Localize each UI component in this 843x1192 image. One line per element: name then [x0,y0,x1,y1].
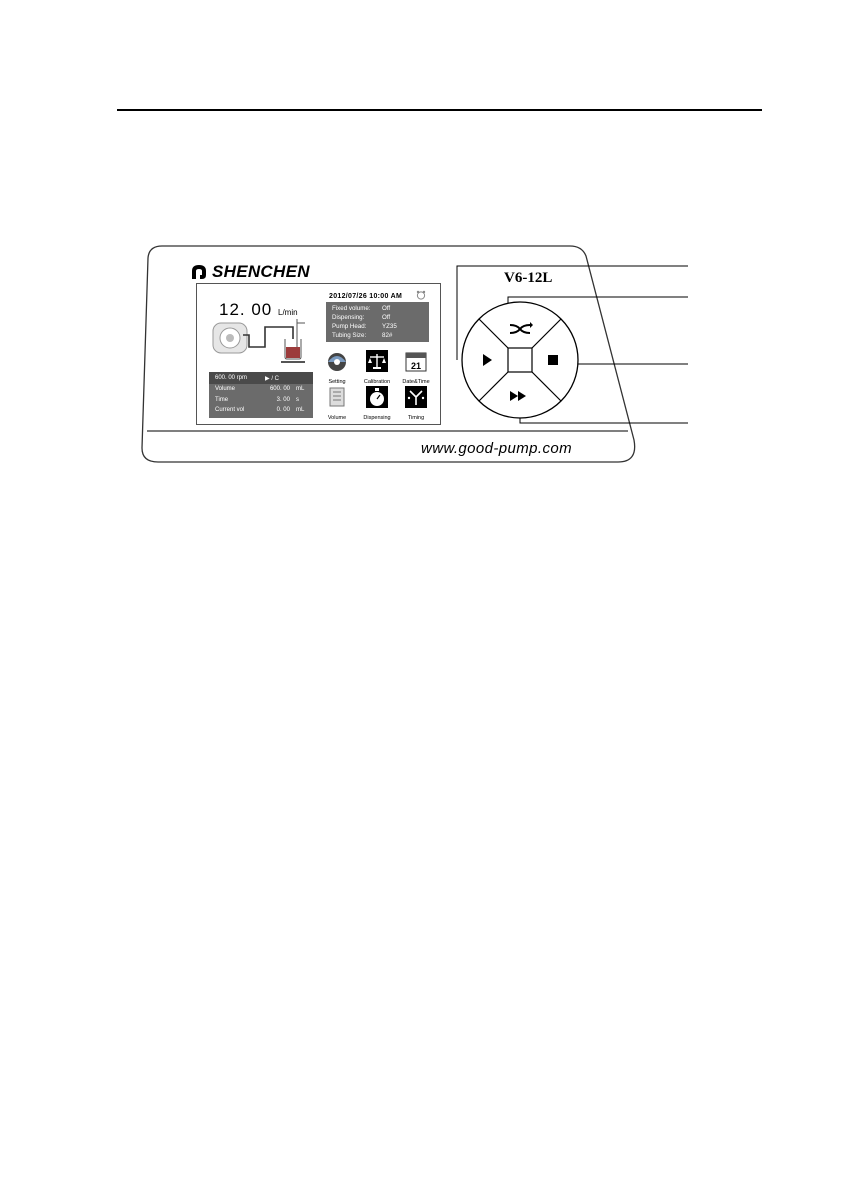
info-value: 82# [382,332,393,339]
info-key: Tubing Size: [332,332,367,339]
menu-label: Date&Time [402,379,430,385]
website-url: www.good-pump.com [421,440,573,457]
stat-value: 600. 00 [269,386,290,393]
model-label: V6-12L [504,270,553,286]
stat-unit: s [296,396,299,403]
flow-rate-value: 12. 00 [219,300,273,319]
center-key[interactable] [508,348,532,372]
info-key: Pump Head: [332,323,367,330]
stat-key: Time [215,396,229,403]
info-key: Dispensing: [332,314,365,321]
datetime-display: 2012/07/26 10:00 AM [329,293,403,300]
stat-unit: mL [296,407,305,414]
menu-label: Timing [407,415,425,421]
speed-value: 600. 00 rpm [215,375,248,381]
stat-key: Current vol [215,407,245,414]
brand-name: SHENCHEN [212,262,310,281]
stat-unit: mL [296,386,305,393]
flow-rate-unit: L/min [278,308,298,317]
stat-value: 0. 00 [276,407,290,414]
menu-label: Setting [328,379,346,385]
run-state-indicator: ▶ / C [265,375,279,382]
calendar-day: 21 [410,361,422,371]
info-value: YZ35 [382,323,397,330]
info-value: Off [382,314,391,321]
info-key: Fixed volume: [332,305,371,312]
stat-value: 3. 00 [276,396,290,403]
stat-key: Volume [215,386,236,393]
stop-square-icon [548,355,558,365]
menu-label: Volume [327,415,347,421]
menu-label: Dispensing [363,415,391,421]
info-value: Off [382,305,391,312]
menu-label: Calibration [363,379,391,385]
